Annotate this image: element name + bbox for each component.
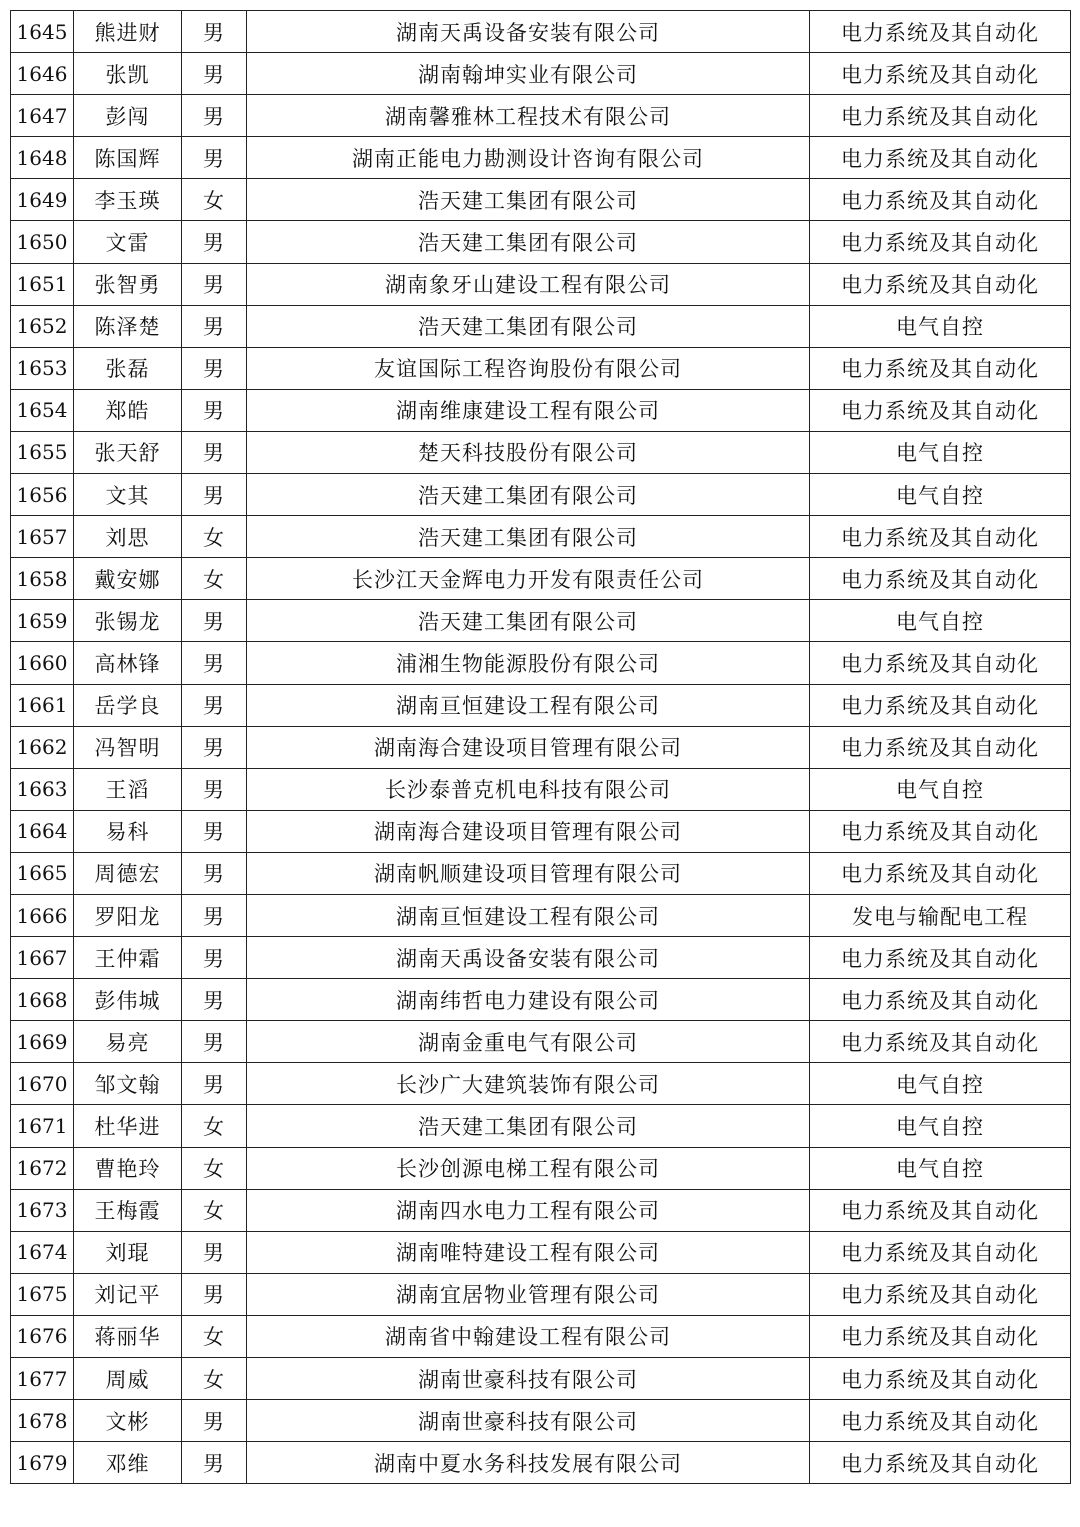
- cell-serial-number: 1663: [11, 768, 74, 810]
- cell-name: 文其: [74, 474, 182, 516]
- cell-company: 浦湘生物能源股份有限公司: [247, 642, 810, 684]
- cell-specialty: 电气自控: [810, 431, 1071, 473]
- cell-serial-number: 1650: [11, 221, 74, 263]
- cell-serial-number: 1670: [11, 1063, 74, 1105]
- cell-gender: 男: [182, 221, 247, 263]
- cell-company: 湖南省中翰建设工程有限公司: [247, 1315, 810, 1357]
- table-row: [11, 1358, 1071, 1400]
- cell-serial-number: 1676: [11, 1315, 74, 1357]
- cell-serial-number: 1668: [11, 979, 74, 1021]
- cell-gender: 男: [182, 263, 247, 305]
- cell-company: 浩天建工集团有限公司: [247, 179, 810, 221]
- cell-gender: 男: [182, 347, 247, 389]
- cell-gender: 男: [182, 600, 247, 642]
- cell-name: 王梅霞: [74, 1189, 182, 1231]
- cell-name: 易科: [74, 810, 182, 852]
- cell-name: 蒋丽华: [74, 1315, 182, 1357]
- cell-name: 罗阳龙: [74, 894, 182, 936]
- cell-serial-number: 1679: [11, 1442, 74, 1484]
- cell-name: 王仲霜: [74, 937, 182, 979]
- table-row: [11, 263, 1071, 305]
- cell-gender: 男: [182, 1063, 247, 1105]
- cell-specialty: 电力系统及其自动化: [810, 53, 1071, 95]
- cell-serial-number: 1652: [11, 305, 74, 347]
- cell-gender: 男: [182, 937, 247, 979]
- cell-name: 邹文翰: [74, 1063, 182, 1105]
- cell-specialty: 电力系统及其自动化: [810, 389, 1071, 431]
- cell-company: 友谊国际工程咨询股份有限公司: [247, 347, 810, 389]
- cell-company: 楚天科技股份有限公司: [247, 431, 810, 473]
- cell-gender: 男: [182, 1442, 247, 1484]
- cell-serial-number: 1656: [11, 474, 74, 516]
- cell-name: 熊进财: [74, 11, 182, 53]
- table-row: [11, 431, 1071, 473]
- cell-serial-number: 1647: [11, 95, 74, 137]
- cell-company: 湖南天禹设备安装有限公司: [247, 937, 810, 979]
- cell-gender: 男: [182, 810, 247, 852]
- cell-serial-number: 1653: [11, 347, 74, 389]
- cell-specialty: 电力系统及其自动化: [810, 979, 1071, 1021]
- cell-gender: 男: [182, 53, 247, 95]
- cell-gender: 男: [182, 1400, 247, 1442]
- cell-company: 湖南帆顺建设项目管理有限公司: [247, 852, 810, 894]
- cell-serial-number: 1669: [11, 1021, 74, 1063]
- cell-serial-number: 1658: [11, 558, 74, 600]
- table-row: [11, 558, 1071, 600]
- cell-serial-number: 1657: [11, 516, 74, 558]
- table-row: [11, 1400, 1071, 1442]
- cell-name: 王滔: [74, 768, 182, 810]
- cell-company: 湖南四水电力工程有限公司: [247, 1189, 810, 1231]
- cell-company: 湖南亘恒建设工程有限公司: [247, 684, 810, 726]
- cell-name: 戴安娜: [74, 558, 182, 600]
- cell-specialty: 电力系统及其自动化: [810, 1021, 1071, 1063]
- cell-serial-number: 1672: [11, 1147, 74, 1189]
- cell-name: 文雷: [74, 221, 182, 263]
- cell-specialty: 电力系统及其自动化: [810, 937, 1071, 979]
- table-row: [11, 852, 1071, 894]
- cell-name: 陈国辉: [74, 137, 182, 179]
- cell-gender: 男: [182, 137, 247, 179]
- cell-specialty: 电力系统及其自动化: [810, 1273, 1071, 1315]
- cell-serial-number: 1645: [11, 11, 74, 53]
- table-row: [11, 1315, 1071, 1357]
- cell-specialty: 电力系统及其自动化: [810, 684, 1071, 726]
- table-row: [11, 11, 1071, 53]
- cell-serial-number: 1649: [11, 179, 74, 221]
- cell-serial-number: 1654: [11, 389, 74, 431]
- cell-company: 长沙泰普克机电科技有限公司: [247, 768, 810, 810]
- cell-specialty: 电力系统及其自动化: [810, 1400, 1071, 1442]
- cell-gender: 男: [182, 474, 247, 516]
- cell-gender: 女: [182, 1189, 247, 1231]
- table-row: [11, 600, 1071, 642]
- cell-name: 张天舒: [74, 431, 182, 473]
- table-row: [11, 894, 1071, 936]
- cell-gender: 男: [182, 894, 247, 936]
- cell-serial-number: 1665: [11, 852, 74, 894]
- cell-company: 湖南翰坤实业有限公司: [247, 53, 810, 95]
- cell-company: 浩天建工集团有限公司: [247, 305, 810, 347]
- cell-specialty: 电力系统及其自动化: [810, 1442, 1071, 1484]
- cell-company: 湖南中夏水务科技发展有限公司: [247, 1442, 810, 1484]
- cell-serial-number: 1659: [11, 600, 74, 642]
- cell-name: 易亮: [74, 1021, 182, 1063]
- table-row: [11, 389, 1071, 431]
- table-row: [11, 221, 1071, 263]
- cell-specialty: 电力系统及其自动化: [810, 347, 1071, 389]
- cell-name: 张智勇: [74, 263, 182, 305]
- table-row: [11, 1021, 1071, 1063]
- table-row: [11, 1105, 1071, 1147]
- cell-specialty: 电气自控: [810, 474, 1071, 516]
- cell-company: 湖南亘恒建设工程有限公司: [247, 894, 810, 936]
- cell-specialty: 电力系统及其自动化: [810, 95, 1071, 137]
- cell-company: 湖南正能电力勘测设计咨询有限公司: [247, 137, 810, 179]
- cell-name: 曹艳玲: [74, 1147, 182, 1189]
- table-row: [11, 137, 1071, 179]
- cell-serial-number: 1648: [11, 137, 74, 179]
- table-row: [11, 979, 1071, 1021]
- cell-gender: 男: [182, 726, 247, 768]
- cell-name: 张锡龙: [74, 600, 182, 642]
- cell-company: 浩天建工集团有限公司: [247, 1105, 810, 1147]
- cell-serial-number: 1673: [11, 1189, 74, 1231]
- cell-serial-number: 1664: [11, 810, 74, 852]
- cell-company: 浩天建工集团有限公司: [247, 474, 810, 516]
- cell-name: 刘记平: [74, 1273, 182, 1315]
- cell-name: 高林锋: [74, 642, 182, 684]
- cell-gender: 男: [182, 684, 247, 726]
- cell-name: 周德宏: [74, 852, 182, 894]
- cell-serial-number: 1674: [11, 1231, 74, 1273]
- cell-specialty: 电力系统及其自动化: [810, 221, 1071, 263]
- cell-specialty: 电力系统及其自动化: [810, 810, 1071, 852]
- table-row: [11, 1273, 1071, 1315]
- cell-specialty: 电气自控: [810, 305, 1071, 347]
- cell-specialty: 电力系统及其自动化: [810, 1315, 1071, 1357]
- cell-company: 湖南海合建设项目管理有限公司: [247, 726, 810, 768]
- cell-company: 湖南世豪科技有限公司: [247, 1400, 810, 1442]
- cell-specialty: 电气自控: [810, 768, 1071, 810]
- cell-gender: 男: [182, 305, 247, 347]
- table-row: [11, 642, 1071, 684]
- cell-name: 张磊: [74, 347, 182, 389]
- cell-specialty: 发电与输配电工程: [810, 894, 1071, 936]
- table-row: [11, 768, 1071, 810]
- cell-specialty: 电力系统及其自动化: [810, 263, 1071, 305]
- cell-serial-number: 1678: [11, 1400, 74, 1442]
- cell-specialty: 电力系统及其自动化: [810, 137, 1071, 179]
- cell-gender: 女: [182, 558, 247, 600]
- table-row: [11, 1231, 1071, 1273]
- cell-specialty: 电力系统及其自动化: [810, 726, 1071, 768]
- cell-name: 彭伟城: [74, 979, 182, 1021]
- cell-gender: 女: [182, 1147, 247, 1189]
- cell-gender: 男: [182, 95, 247, 137]
- table-row: [11, 95, 1071, 137]
- table-row: [11, 347, 1071, 389]
- cell-company: 湖南象牙山建设工程有限公司: [247, 263, 810, 305]
- table-row: [11, 474, 1071, 516]
- cell-specialty: 电气自控: [810, 1147, 1071, 1189]
- table-row: [11, 684, 1071, 726]
- cell-specialty: 电力系统及其自动化: [810, 179, 1071, 221]
- cell-company: 湖南唯特建设工程有限公司: [247, 1231, 810, 1273]
- cell-serial-number: 1677: [11, 1358, 74, 1400]
- cell-specialty: 电力系统及其自动化: [810, 1231, 1071, 1273]
- cell-gender: 男: [182, 389, 247, 431]
- table-row: [11, 1189, 1071, 1231]
- cell-serial-number: 1675: [11, 1273, 74, 1315]
- cell-name: 李玉瑛: [74, 179, 182, 221]
- cell-company: 湖南天禹设备安装有限公司: [247, 11, 810, 53]
- cell-gender: 女: [182, 1315, 247, 1357]
- table-row: [11, 53, 1071, 95]
- table-row: [11, 179, 1071, 221]
- cell-name: 刘琨: [74, 1231, 182, 1273]
- cell-specialty: 电力系统及其自动化: [810, 642, 1071, 684]
- cell-serial-number: 1662: [11, 726, 74, 768]
- cell-gender: 女: [182, 516, 247, 558]
- cell-serial-number: 1655: [11, 431, 74, 473]
- table-row: [11, 1442, 1071, 1484]
- cell-company: 湖南世豪科技有限公司: [247, 1358, 810, 1400]
- cell-gender: 男: [182, 1273, 247, 1315]
- cell-company: 浩天建工集团有限公司: [247, 221, 810, 263]
- cell-gender: 男: [182, 1021, 247, 1063]
- cell-name: 岳学良: [74, 684, 182, 726]
- table-row: [11, 726, 1071, 768]
- cell-name: 邓维: [74, 1442, 182, 1484]
- cell-name: 郑皓: [74, 389, 182, 431]
- cell-gender: 男: [182, 979, 247, 1021]
- table-row: [11, 810, 1071, 852]
- cell-company: 浩天建工集团有限公司: [247, 516, 810, 558]
- cell-serial-number: 1667: [11, 937, 74, 979]
- cell-name: 文彬: [74, 1400, 182, 1442]
- table-row: [11, 937, 1071, 979]
- cell-specialty: 电气自控: [810, 1105, 1071, 1147]
- cell-company: 长沙广大建筑装饰有限公司: [247, 1063, 810, 1105]
- cell-gender: 女: [182, 1105, 247, 1147]
- table-row: [11, 1063, 1071, 1105]
- cell-serial-number: 1646: [11, 53, 74, 95]
- cell-company: 湖南维康建设工程有限公司: [247, 389, 810, 431]
- cell-gender: 男: [182, 852, 247, 894]
- cell-company: 浩天建工集团有限公司: [247, 600, 810, 642]
- cell-serial-number: 1660: [11, 642, 74, 684]
- cell-name: 彭闯: [74, 95, 182, 137]
- cell-gender: 男: [182, 768, 247, 810]
- cell-serial-number: 1661: [11, 684, 74, 726]
- cell-gender: 男: [182, 1231, 247, 1273]
- cell-gender: 男: [182, 642, 247, 684]
- cell-company: 湖南纬哲电力建设有限公司: [247, 979, 810, 1021]
- cell-gender: 女: [182, 1358, 247, 1400]
- table-row: [11, 516, 1071, 558]
- table-row: [11, 1147, 1071, 1189]
- cell-name: 周威: [74, 1358, 182, 1400]
- cell-specialty: 电力系统及其自动化: [810, 852, 1071, 894]
- cell-serial-number: 1671: [11, 1105, 74, 1147]
- cell-name: 杜华进: [74, 1105, 182, 1147]
- cell-name: 冯智明: [74, 726, 182, 768]
- cell-specialty: 电力系统及其自动化: [810, 516, 1071, 558]
- roster-table-body: [11, 11, 1071, 1484]
- cell-serial-number: 1651: [11, 263, 74, 305]
- cell-gender: 女: [182, 179, 247, 221]
- cell-gender: 男: [182, 11, 247, 53]
- roster-table: [10, 10, 1071, 1484]
- cell-company: 长沙江天金辉电力开发有限责任公司: [247, 558, 810, 600]
- cell-company: 长沙创源电梯工程有限公司: [247, 1147, 810, 1189]
- cell-specialty: 电气自控: [810, 600, 1071, 642]
- cell-specialty: 电力系统及其自动化: [810, 11, 1071, 53]
- cell-specialty: 电气自控: [810, 1063, 1071, 1105]
- cell-serial-number: 1666: [11, 894, 74, 936]
- cell-company: 湖南金重电气有限公司: [247, 1021, 810, 1063]
- cell-company: 湖南馨雅林工程技术有限公司: [247, 95, 810, 137]
- cell-company: 湖南宜居物业管理有限公司: [247, 1273, 810, 1315]
- cell-company: 湖南海合建设项目管理有限公司: [247, 810, 810, 852]
- cell-name: 陈泽楚: [74, 305, 182, 347]
- cell-specialty: 电力系统及其自动化: [810, 1358, 1071, 1400]
- cell-name: 张凯: [74, 53, 182, 95]
- cell-gender: 男: [182, 431, 247, 473]
- cell-specialty: 电力系统及其自动化: [810, 1189, 1071, 1231]
- cell-specialty: 电力系统及其自动化: [810, 558, 1071, 600]
- table-row: [11, 305, 1071, 347]
- cell-name: 刘思: [74, 516, 182, 558]
